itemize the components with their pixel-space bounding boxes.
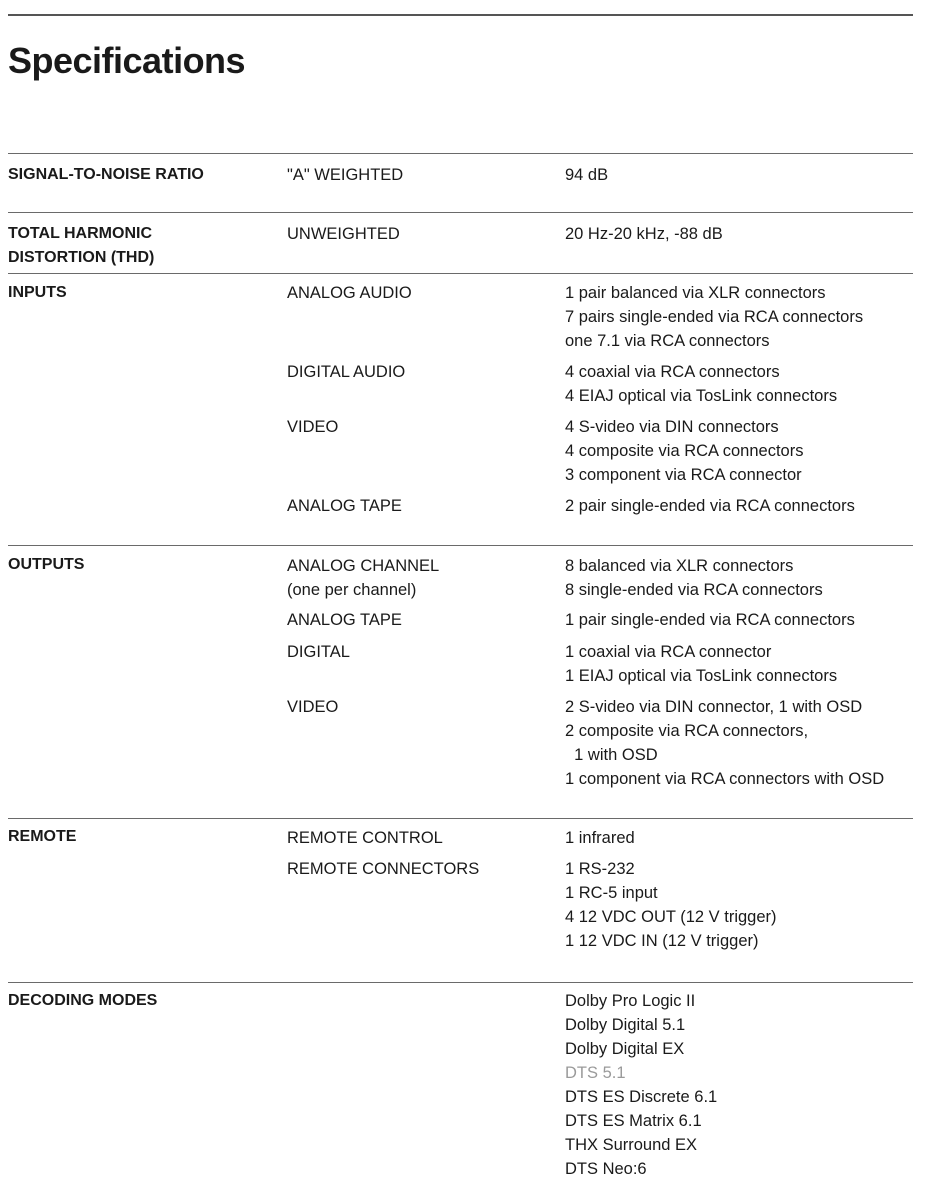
category-thd-line2: DISTORTION (THD) xyxy=(8,249,155,266)
spec-line: DTS Neo:6 xyxy=(565,1160,647,1178)
label-inputs-analog-audio: ANALOG AUDIO xyxy=(287,284,412,302)
spec-line: 1 EIAJ optical via TosLink connectors xyxy=(565,667,838,685)
spec-line: 2 pair single-ended via RCA connectors xyxy=(565,497,855,515)
category-thd xyxy=(8,222,154,270)
section-divider xyxy=(8,273,913,274)
spec-line: 7 pairs single-ended via RCA connectors xyxy=(565,308,864,326)
label-line: ANALOG CHANNEL xyxy=(287,557,440,575)
spec-line: THX Surround EX xyxy=(565,1136,698,1154)
category-inputs: INPUTS xyxy=(8,284,67,301)
category-outputs: OUTPUTS xyxy=(8,556,85,573)
spec-line: 4 S-video via DIN connectors xyxy=(565,418,779,436)
label-line: (one per channel) xyxy=(287,581,417,599)
spec-line: 1 coaxial via RCA connector xyxy=(565,643,772,661)
spec-line: 4 composite via RCA connectors xyxy=(565,442,804,460)
spec-line: 1 RS-232 xyxy=(565,860,635,878)
section-divider xyxy=(8,153,913,154)
spec-line: 1 infrared xyxy=(565,829,635,847)
label-outputs-digital: DIGITAL xyxy=(287,643,350,661)
value-inputs-digital-audio xyxy=(565,360,837,408)
category-snr: SIGNAL-TO-NOISE RATIO xyxy=(8,166,204,183)
category-remote: REMOTE xyxy=(8,828,77,845)
value-decoding-modes xyxy=(565,989,717,1181)
section-divider xyxy=(8,545,913,546)
spec-line: Dolby Digital 5.1 xyxy=(565,1016,686,1034)
spec-line: 2 S-video via DIN connector, 1 with OSD xyxy=(565,698,863,716)
value-outputs-analog-tape xyxy=(565,608,855,632)
value-inputs-analog-tape xyxy=(565,494,855,518)
spec-line: Dolby Pro Logic II xyxy=(565,992,696,1010)
value-snr: 94 dB xyxy=(565,166,609,184)
value-thd: 20 Hz-20 kHz, -88 dB xyxy=(565,225,723,243)
label-outputs-analog-tape: ANALOG TAPE xyxy=(287,611,402,629)
spec-line: 1 12 VDC IN (12 V trigger) xyxy=(565,932,759,950)
category-decoding-modes: DECODING MODES xyxy=(8,992,158,1009)
label-inputs-video: VIDEO xyxy=(287,418,339,436)
value-remote-connectors xyxy=(565,857,777,953)
value-outputs-digital xyxy=(565,640,837,688)
section-divider xyxy=(8,982,913,983)
section-divider xyxy=(8,818,913,819)
top-rule xyxy=(8,14,913,16)
label-remote-connectors: REMOTE CONNECTORS xyxy=(287,860,480,878)
spec-line: 8 single-ended via RCA connectors xyxy=(565,581,823,599)
label-unweighted: UNWEIGHTED xyxy=(287,225,400,243)
spec-line: Dolby Digital EX xyxy=(565,1040,685,1058)
spec-line: 4 12 VDC OUT (12 V trigger) xyxy=(565,908,777,926)
spec-line: one 7.1 via RCA connectors xyxy=(565,332,770,350)
spec-line: DTS ES Discrete 6.1 xyxy=(565,1088,718,1106)
label-inputs-analog-tape: ANALOG TAPE xyxy=(287,497,402,515)
spec-line: 1 pair balanced via XLR connectors xyxy=(565,284,826,302)
section-divider xyxy=(8,212,913,213)
label-remote-control: REMOTE CONTROL xyxy=(287,829,443,847)
spec-line: 1 RC-5 input xyxy=(565,884,658,902)
spec-line: 1 with OSD xyxy=(565,746,658,764)
page-title: Specifications xyxy=(8,40,246,81)
value-inputs-analog-audio xyxy=(565,281,863,353)
spec-line: 1 component via RCA connectors with OSD xyxy=(565,770,885,788)
spec-line: 1 pair single-ended via RCA connectors xyxy=(565,611,855,629)
spec-line: 3 component via RCA connector xyxy=(565,466,802,484)
label-a-weighted: "A" WEIGHTED xyxy=(287,166,404,184)
category-thd-line1: TOTAL HARMONIC xyxy=(8,225,152,242)
spec-line: 4 EIAJ optical via TosLink connectors xyxy=(565,387,838,405)
spec-line: 4 coaxial via RCA connectors xyxy=(565,363,780,381)
value-inputs-video xyxy=(565,415,803,487)
spec-line: 8 balanced via XLR connectors xyxy=(565,557,794,575)
value-remote-control xyxy=(565,826,635,850)
label-outputs-analog-channel xyxy=(287,554,439,602)
spec-line: 2 composite via RCA connectors, xyxy=(565,722,809,740)
label-inputs-digital-audio: DIGITAL AUDIO xyxy=(287,363,406,381)
spec-line: DTS ES Matrix 6.1 xyxy=(565,1112,702,1130)
value-outputs-analog-channel xyxy=(565,554,823,602)
spec-line: DTS 5.1 xyxy=(565,1064,626,1082)
label-outputs-video: VIDEO xyxy=(287,698,339,716)
value-outputs-video xyxy=(565,695,884,791)
